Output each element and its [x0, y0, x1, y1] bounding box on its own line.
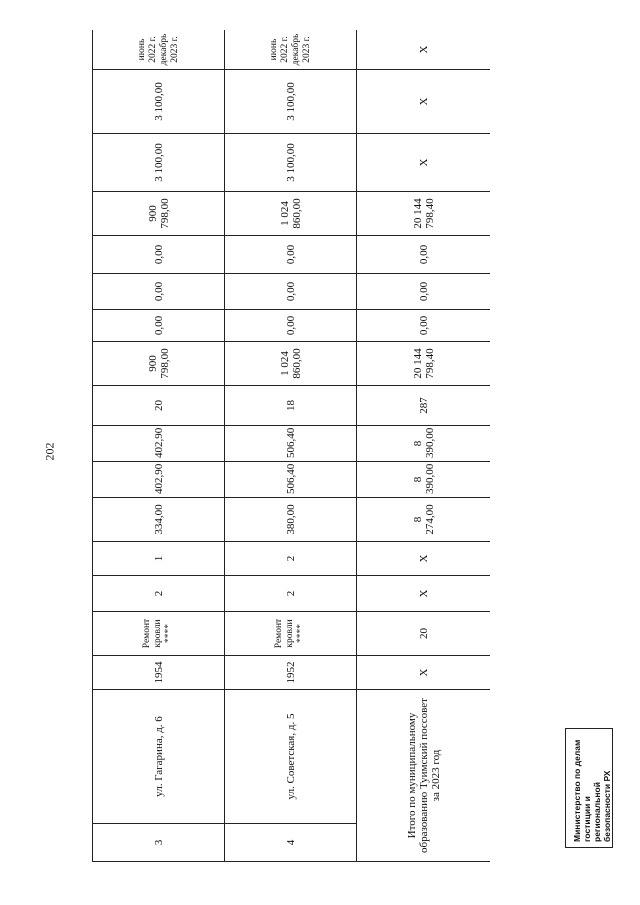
- cell-c5: 2: [225, 576, 357, 612]
- cell-c11: 1 024 860,00: [225, 342, 357, 386]
- table-total-row: [357, 30, 491, 862]
- cell-work: Ремонт кровли ****: [93, 612, 225, 656]
- cell-c18: X: [357, 30, 491, 70]
- registration-stamp: [565, 728, 613, 848]
- cell-c12: 0,00: [357, 310, 491, 342]
- cell-total-label: Итого по муниципальному образованию Туимский поссовет за 2023 год: [357, 690, 491, 862]
- stamp-text: Министерство по делам гостиции и региональной безопасности РХ: [572, 739, 612, 842]
- cell-year: 1954: [93, 656, 225, 690]
- cell-c16: X: [357, 134, 491, 192]
- cell-c13: 0,00: [93, 274, 225, 310]
- cell-c6: 2: [225, 542, 357, 576]
- cell-c18: июнь 2022 г. декабрь 2023 г.: [225, 30, 357, 70]
- cell-c7: 334,00: [93, 498, 225, 542]
- cell-c5: 2: [93, 576, 225, 612]
- cell-c9: 8 390,00: [357, 426, 491, 462]
- cell-c7: 380,00: [225, 498, 357, 542]
- cell-c8: 506,40: [225, 462, 357, 498]
- cell-c6: X: [357, 542, 491, 576]
- cell-c16: 3 100,00: [225, 134, 357, 192]
- cell-c8: 402,90: [93, 462, 225, 498]
- cell-c13: 0,00: [357, 274, 491, 310]
- cell-c12: 0,00: [225, 310, 357, 342]
- cell-year: X: [357, 656, 491, 690]
- cell-c15: 1 024 860,00: [225, 192, 357, 236]
- cell-c17: 3 100,00: [225, 70, 357, 134]
- cell-c10: 20: [93, 386, 225, 426]
- cell-c5: X: [357, 576, 491, 612]
- cell-c13: 0,00: [225, 274, 357, 310]
- cell-c10: 18: [225, 386, 357, 426]
- housing-repair-table: [92, 30, 490, 862]
- cell-c17: X: [357, 70, 491, 134]
- cell-c6: 1: [93, 542, 225, 576]
- cell-c9: 506,40: [225, 426, 357, 462]
- cell-c15: 900 798,00: [93, 192, 225, 236]
- cell-c14: 0,00: [93, 236, 225, 274]
- cell-work: Ремонт кровли ****: [225, 612, 357, 656]
- page-number: 202: [42, 442, 57, 461]
- cell-c14: 0,00: [225, 236, 357, 274]
- cell-c17: 3 100,00: [93, 70, 225, 134]
- cell-c11: 900 798,00: [93, 342, 225, 386]
- cell-address: ул. Советская, д. 5: [225, 690, 357, 824]
- cell-c10: 287: [357, 386, 491, 426]
- cell-c16: 3 100,00: [93, 134, 225, 192]
- cell-c11: 20 144 798,40: [357, 342, 491, 386]
- cell-address: ул. Гагарина, д. 6: [93, 690, 225, 824]
- cell-c9: 402,90: [93, 426, 225, 462]
- cell-c14: 0,00: [357, 236, 491, 274]
- cell-work: 20: [357, 612, 491, 656]
- cell-c7: 8 274,00: [357, 498, 491, 542]
- cell-no: 4: [225, 824, 357, 862]
- cell-year: 1952: [225, 656, 357, 690]
- cell-c15: 20 144 798,40: [357, 192, 491, 236]
- cell-c8: 8 390,00: [357, 462, 491, 498]
- table-row: [93, 30, 225, 862]
- table-row: [225, 30, 357, 862]
- cell-no: 3: [93, 824, 225, 862]
- cell-c12: 0,00: [93, 310, 225, 342]
- cell-c18: июнь 2022 г. декабрь 2023 г.: [93, 30, 225, 70]
- rotated-table-region: [92, 30, 490, 862]
